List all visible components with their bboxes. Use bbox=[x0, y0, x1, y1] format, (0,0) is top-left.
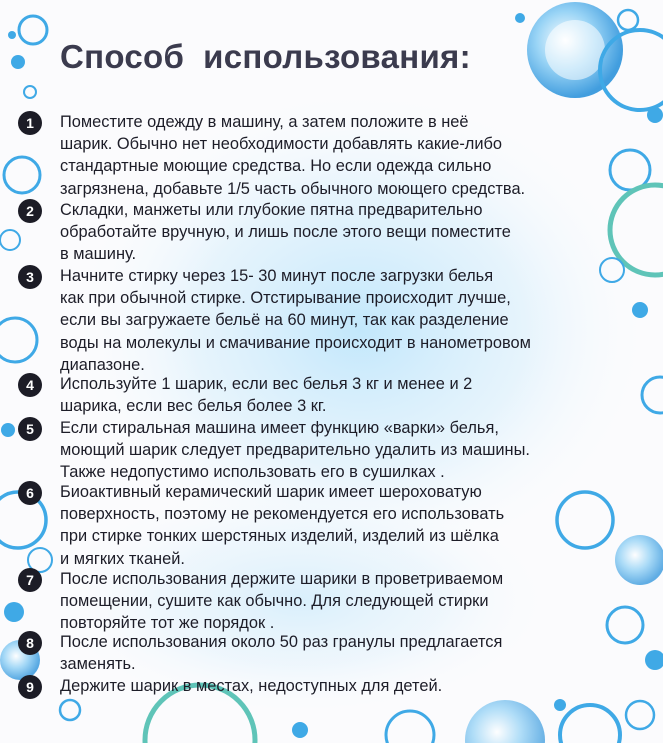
instruction-text: После использования держите шарики в проветриваемом помещении, сушите как обычно. Для следующей стирки повторяйте тот же порядок . bbox=[60, 570, 504, 633]
step-number-badge: 6 bbox=[18, 481, 42, 505]
step-number-badge: 7 bbox=[18, 568, 42, 592]
step-number-badge: 4 bbox=[18, 373, 42, 397]
page-title: Способ использования: bbox=[60, 38, 471, 75]
instruction-text: Если стиральная машина имеет функцию «варки» белья, моющий шарик следует предварительно удалить из машины. Также недопустимо использовать его в сушилках . bbox=[60, 419, 530, 482]
step-number-badge: 8 bbox=[18, 631, 42, 655]
instruction-text: Поместите одежду в машину, а затем положите в неё шарик. Обычно нет необходимости добавлять какие-либо стандартные моющие средства. Но если одежда сильно загрязнена, добавьте 1/5 часть обычного моющего средства. bbox=[60, 113, 526, 198]
step-number-badge: 2 bbox=[18, 199, 42, 223]
step-number-badge: 3 bbox=[18, 265, 42, 289]
step-number-badge: 5 bbox=[18, 417, 42, 441]
instruction-text: После использования около 50 раз гранулы предлагается заменять. bbox=[60, 633, 503, 674]
instruction-text: Биоактивный керамический шарик имеет шероховатую поверхность, поэтому не рекомендуется его использовать при стирке тонких шерстяных изделий, изделий из шёлка и мягких тканей. bbox=[60, 483, 505, 568]
step-number-badge: 9 bbox=[18, 675, 42, 699]
instruction-text: Используйте 1 шарик, если вес белья 3 кг и менее и 2 шарика, если вес белья более 3 кг. bbox=[60, 375, 473, 416]
instruction-text: Держите шарик в местах, недоступных для детей. bbox=[60, 677, 443, 695]
instruction-text: Начните стирку через 15- 30 минут после загрузки белья как при обычной стирке. Отстирывание происходит лучше, если вы загружаете бельё на 60 минут, так как разделение воды на молекулы и смачивание происходит в нанометровом диапазоне. bbox=[60, 267, 531, 374]
step-number-badge: 1 bbox=[18, 111, 42, 135]
instruction-text: Складки, манжеты или глубокие пятна предварительно обработайте вручную, и лишь после этого вещи поместите в машину. bbox=[60, 201, 511, 264]
